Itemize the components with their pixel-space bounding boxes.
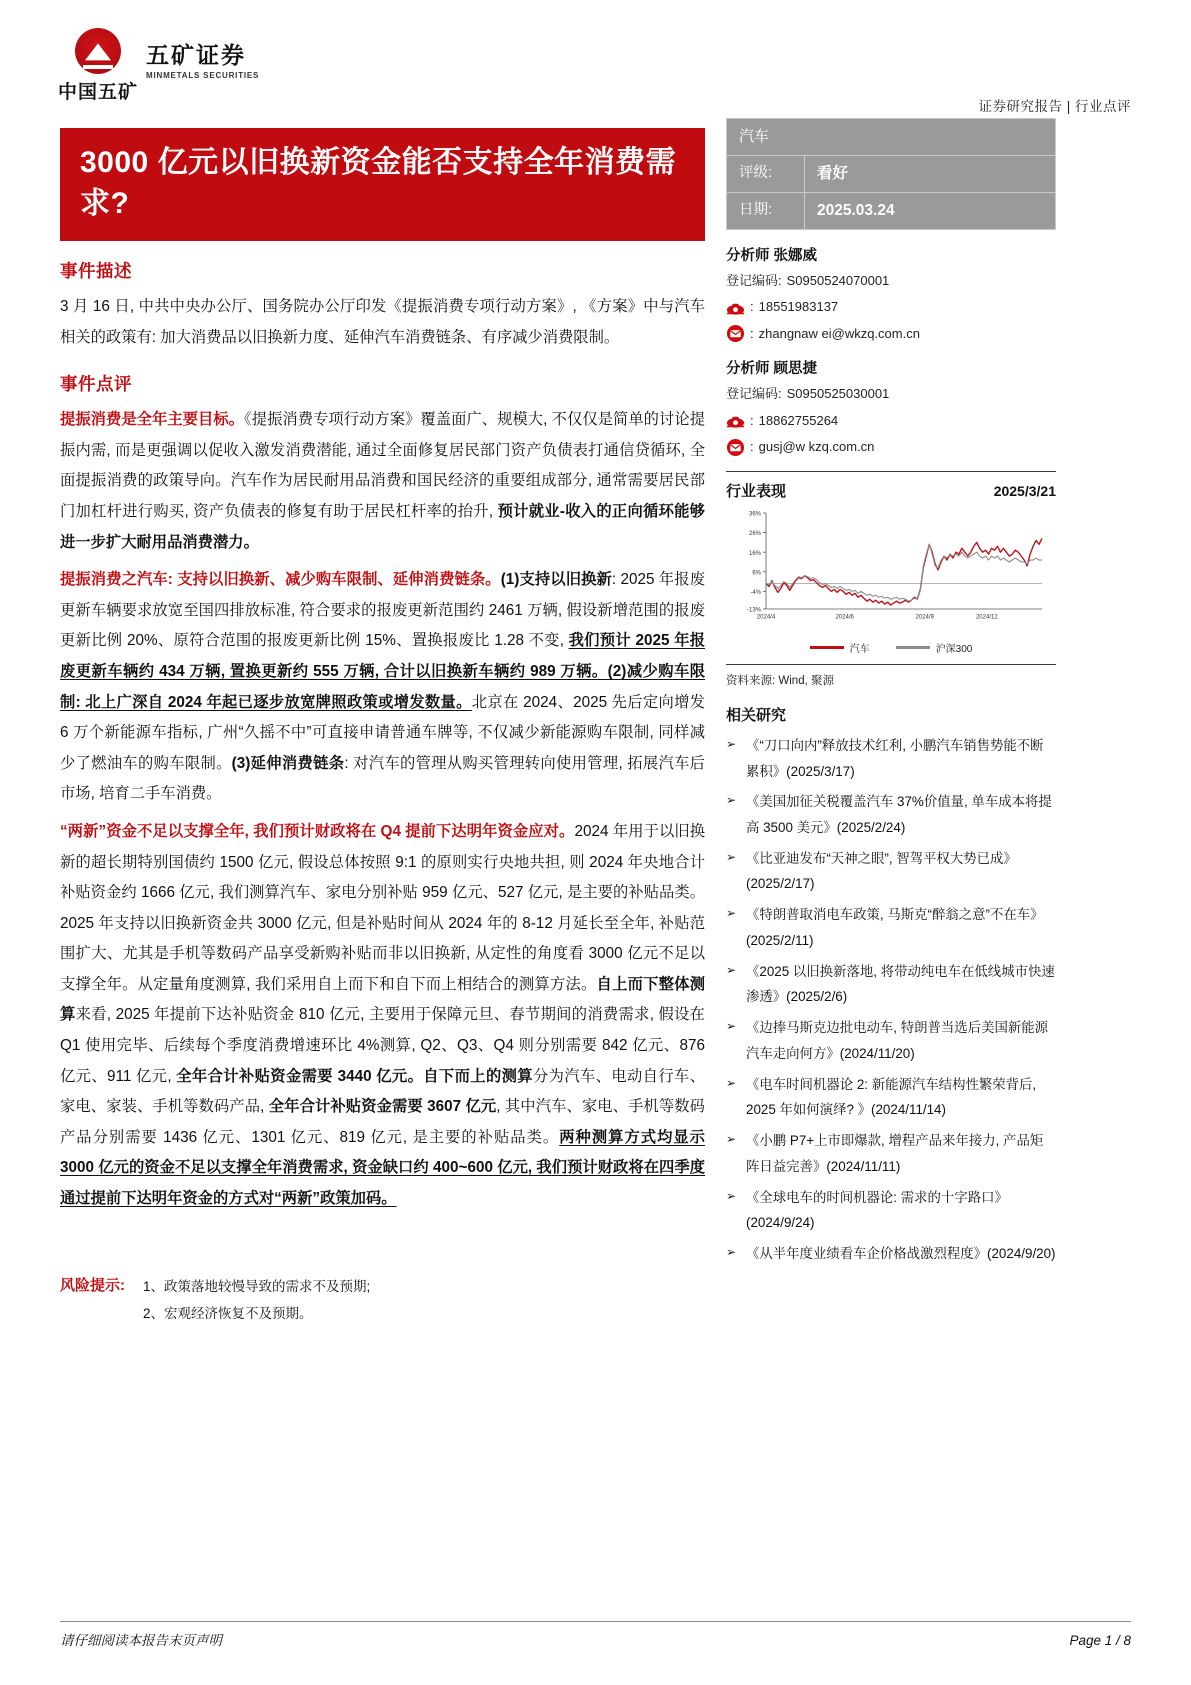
telephone-icon: [726, 411, 745, 430]
email-separator: :: [750, 325, 754, 341]
legend-label: 沪深300: [935, 643, 973, 655]
para1-bold-b: 预计就业-收入的正向循环能够进一步扩大耐用品消费潜力。: [60, 502, 705, 551]
footer-page-number: Page 1 / 8: [1069, 1633, 1131, 1648]
table-row: [727, 192, 1056, 229]
related-research-heading: 相关研究: [726, 706, 787, 724]
para3-text-4: , 其中汽车、家电、手机等数码产品分别需要 1436 亿元、1301 亿元、819 亿元, 是主要的补贴品类。: [60, 1098, 705, 1146]
related-research-label: 《特朗普取消电车政策, 马斯克“醉翁之意”不在车》(2025/2/11): [746, 907, 1044, 948]
analyst-name: 分析师 顾思捷: [726, 361, 818, 378]
legend-label: 汽车: [849, 643, 870, 655]
para3-lead: “两新”资金不足以支撑全年, 我们预计财政将在 Q4 提前下达明年资金应对。: [60, 822, 575, 840]
industry-performance-chart: [726, 505, 1046, 637]
analyst-block: [726, 244, 1056, 344]
table-row: [727, 155, 1056, 192]
source-divider: [726, 664, 1056, 665]
chevron-right-icon: ➢: [726, 1075, 737, 1090]
analyst-block: [726, 357, 1056, 457]
related-research-item[interactable]: [726, 1072, 1056, 1123]
rating-value: 看好: [805, 155, 1056, 192]
review-paragraph-3: [60, 817, 705, 1215]
svg-text:6%: 6%: [752, 570, 761, 577]
para2-lead: 提振消费之汽车: 支持以旧换新、减少购车限制、延伸消费链条。: [60, 571, 501, 589]
analyst-name: 分析师 张娜威: [726, 247, 818, 264]
section-heading-event-review: 事件点评: [60, 374, 132, 395]
review-paragraph-1: [60, 405, 705, 558]
risk-warning: [60, 1273, 705, 1328]
risk-item: 2、宏观经济恢复不及预期。: [143, 1306, 313, 1322]
chart-source: 资料来源: Wind, 聚源: [726, 674, 834, 687]
analyst-phone-row: [726, 411, 1056, 431]
analyst-code-value: S0950524070001: [786, 272, 890, 288]
chevron-right-icon: ➢: [726, 962, 737, 977]
chevron-right-icon: ➢: [726, 849, 737, 864]
related-research-label: 《美国加征关税覆盖汽车 37%价值量, 单车成本将提高 3500 美元》(2025/2/24): [746, 794, 1052, 835]
risk-items: [143, 1273, 370, 1328]
analyst-phone: 18551983137: [758, 299, 839, 315]
para2-bold-3: (3)延伸消费链条: [231, 754, 345, 772]
para3-text-1: 2024 年用于以旧换新的超长期特别国债约 1500 亿元, 假设总体按照 9:1 的原则实行央地共担, 则 2024 年央地合计补贴资金约 1666 亿元, 我们测算汽车、家电分别补贴 959 亿元、527 亿元, 是主要的补贴品类。2025 年支持以旧换新资金共 3000 亿元, 但是补贴时间从 2024 年的 8-12 月延长至全年, 补贴范围扩大、尤其是手机等数码产品享受新购补贴而非以旧换新, 从定性的角度看 3000 亿元不足以支撑全年。从定量角度测算, 我们采用自上而下和自下而上相结合的测算方法。: [60, 822, 705, 993]
related-research-list: [726, 733, 1056, 1267]
related-research-item[interactable]: [726, 1128, 1056, 1179]
analyst-code-label: 登记编码:: [726, 272, 782, 288]
para3-text-3: 分为汽车、电动自行车、家电、家装、手机等数码产品,: [60, 1067, 705, 1116]
para2-underline-2: 北上广深自 2024 年起已逐步放宽牌照政策或增发数量。: [85, 693, 472, 711]
chart-title: 行业表现: [726, 482, 787, 500]
chevron-right-icon: ➢: [726, 793, 737, 808]
footer-disclaimer: 请仔细阅读本报告末页声明: [60, 1633, 222, 1648]
related-research-label: 《电车时间机器论 2: 新能源汽车结构性繁荣背后, 2025 年如何演绎? 》(2024/11/14): [746, 1076, 1037, 1118]
email-separator: :: [750, 439, 754, 455]
brand-name-cn: 五矿证券: [146, 42, 246, 68]
legend-swatch-auto: [810, 646, 844, 649]
analyst-code-row: [726, 384, 1056, 404]
para2-text-1: : 2025 年报废更新车辆要求放宽至国四排放标准, 符合要求的报废更新范围约 2461 万辆, 假设新增范围的报废更新比例 20%、原符合范围的报废更新比例 15%、置换报废比 1.28 不变,: [60, 571, 705, 650]
chart-date: 2025/3/21: [993, 482, 1056, 499]
analyst-phone: 18862755264: [758, 412, 839, 428]
date-label: 日期:: [727, 192, 805, 229]
para1-lead: 提振消费是全年主要目标。: [60, 411, 245, 429]
para2-text-3: : 对汽车的管理从购买管理转向使用管理, 拓展汽车后市场, 培育二手车消费。: [60, 754, 705, 803]
svg-text:2024/12: 2024/12: [975, 614, 998, 621]
svg-text:-13%: -13%: [746, 607, 761, 614]
legend-item: [896, 640, 973, 655]
masthead: [0, 0, 1191, 118]
event-description-paragraph: 3 月 16 日, 中共中央办公厅、国务院办公厅印发《提振消费专项行动方案》, 《方案》中与汽车相关的政策有: 加大消费品以旧换新力度、延伸汽车消费链条、有序减少消费限制。: [60, 298, 705, 346]
report-info-table: [726, 118, 1056, 230]
analyst-email[interactable]: gusj@w kzq.com.cn: [758, 439, 875, 455]
svg-text:2024/9: 2024/9: [915, 614, 934, 621]
table-row: [727, 119, 1056, 156]
page-footer: [60, 1621, 1131, 1649]
content-columns: [0, 118, 1191, 1328]
para3-underline-1: 两种测算方式均显示 3000 亿元的资金不足以支撑全年消费需求, 资金缺口约 400~600 亿元, 我们预计财政将在四季度通过提前下达明年资金的方式对“两新”政策加码。: [60, 1128, 705, 1208]
related-research-item[interactable]: [726, 1015, 1056, 1066]
telephone-icon: [726, 298, 745, 317]
brand-text: [146, 28, 259, 80]
svg-text:36%: 36%: [748, 511, 761, 518]
review-paragraph-2: [60, 565, 705, 810]
para2-bold-1: (1)支持以旧换新: [500, 571, 612, 589]
chevron-right-icon: ➢: [726, 1245, 737, 1259]
phone-separator: :: [750, 299, 754, 315]
page-title: 3000 亿元以旧换新资金能否支持全年消费需求?: [80, 146, 677, 221]
svg-text:2024/6: 2024/6: [835, 614, 854, 621]
legend-item: [810, 640, 870, 655]
analyst-email-row: [726, 324, 1056, 344]
svg-text:16%: 16%: [748, 550, 761, 557]
para3-bold-1: 自上而下整体测算: [60, 975, 705, 1024]
related-research-label: 《小鹏 P7+上市即爆款, 增程产品来年接力, 产品矩阵日益完善》(2024/11/11): [746, 1133, 1044, 1174]
related-research-item[interactable]: [726, 1241, 1056, 1267]
related-research-item[interactable]: [726, 959, 1056, 1010]
report-kicker: 证券研究报告 | 行业点评: [978, 99, 1131, 114]
chart-header: [726, 480, 1056, 501]
analyst-email-row: [726, 437, 1056, 457]
related-research-label: 《全球电车的时间机器论: 需求的十字路口》(2024/9/24): [746, 1189, 1008, 1231]
rating-label: 评级:: [727, 155, 805, 192]
logo-company-cn: 中国五矿: [58, 82, 139, 103]
para2-text-2: 北京在 2024、2025 先后定向增发 6 万个新能源车指标, 广州“久摇不中”可直接申请普通车牌等, 不仅减少新能源购车限制, 同样减少了燃油车的购车限制。: [60, 693, 705, 772]
date-value: 2025.03.24: [805, 192, 1056, 229]
sidebar-divider: [726, 471, 1056, 472]
envelope-icon: [726, 324, 745, 343]
para3-bold-3: 全年合计补贴资金需要 3607 亿元: [268, 1098, 497, 1116]
related-research-label: 《边捧马斯克边批电动车, 特朗普当选后美国新能源汽车走向何方》(2024/11/20): [746, 1020, 1049, 1061]
related-research-item[interactable]: [726, 789, 1056, 840]
chart-svg: [726, 505, 1046, 637]
related-research-label: 《2025 以旧换新落地, 将带动纯电车在低线城市快速渗透》(2025/2/6): [746, 963, 1055, 1005]
analyst-code-row: [726, 271, 1056, 291]
envelope-icon: [726, 438, 745, 457]
chevron-right-icon: ➢: [726, 1019, 737, 1034]
sector-value: 汽车: [727, 119, 1056, 156]
related-research-label: 《“刀口向内”释放技术红利, 小鹏汽车销售势能不断累积》(2025/3/17): [746, 737, 1044, 779]
logo-column: [58, 28, 139, 104]
chevron-right-icon: ➢: [726, 1132, 737, 1147]
svg-text:26%: 26%: [748, 530, 761, 537]
chevron-right-icon: ➢: [726, 906, 737, 921]
minmetals-logo-icon: [75, 28, 121, 74]
risk-label: 风险提示:: [60, 1276, 125, 1294]
para2-underline-1: 我们预计 2025 年报废更新车辆约 434 万辆, 置换更新约 555 万辆, 合计以旧换新车辆约 989 万辆。: [60, 632, 705, 680]
section-heading-event-description: 事件描述: [60, 261, 132, 281]
para3-text-2: 来看, 2025 年提前下达补贴资金 810 亿元, 主要用于保障元旦、春节期间的消费需求, 假设在 Q1 使用完毕、后续每个季度消费增速环比 4%测算, Q2、Q3、Q4 则分别需要 842 亿元、876 亿元、911 亿元,: [60, 1006, 705, 1085]
chevron-right-icon: ➢: [726, 1188, 737, 1203]
main-column: [60, 118, 705, 1328]
chevron-right-icon: ➢: [726, 736, 737, 751]
risk-item: 1、政策落地较慢导致的需求不及预期;: [143, 1278, 371, 1294]
brand-name-en: MINMETALS SECURITIES: [146, 71, 260, 80]
related-research-item[interactable]: [726, 902, 1056, 953]
brand-block: [60, 28, 1131, 104]
analyst-code-label: 登记编码:: [726, 386, 782, 402]
svg-text:-4%: -4%: [750, 589, 761, 596]
related-research-item[interactable]: [726, 733, 1056, 784]
chart-legend: [726, 640, 1056, 655]
analyst-code-value: S0950525030001: [786, 386, 890, 402]
analyst-email[interactable]: zhangnaw ei@wkzq.com.cn: [758, 325, 920, 341]
related-research-item[interactable]: [726, 846, 1056, 897]
related-research-item[interactable]: [726, 1185, 1056, 1236]
sidebar: [726, 118, 1056, 1272]
related-research-label: 《比亚迪发布“天神之眼”, 智驾平权大势已成》(2025/2/17): [746, 850, 1017, 892]
legend-swatch-index: [896, 646, 930, 649]
para3-bold-2: 全年合计补贴资金需要 3440 亿元。自下而上的测算: [176, 1067, 533, 1085]
para1-text-a: 《提振消费专项行动方案》覆盖面广、规模大, 不仅仅是简单的讨论提振内需, 而是更强调以促收入激发消费潜能, 通过全面修复居民部门资产负债表打通信贷循环, 全面提振消费的政策导向。汽车作为居民耐用品消费和国民经济的重要组成部分, 通常需要居民部门加杠杆进行购买, 资产负债表的修复有助于居民杠杆率的抬升,: [60, 411, 705, 520]
para2-bold-2: (2)减少购车限制:: [60, 662, 705, 711]
related-research-label: 《从半年度业绩看车企价格战激烈程度》(2024/9/20): [746, 1246, 1056, 1261]
analyst-phone-row: [726, 297, 1056, 317]
phone-separator: :: [750, 412, 754, 428]
svg-text:2024/4: 2024/4: [756, 614, 776, 621]
